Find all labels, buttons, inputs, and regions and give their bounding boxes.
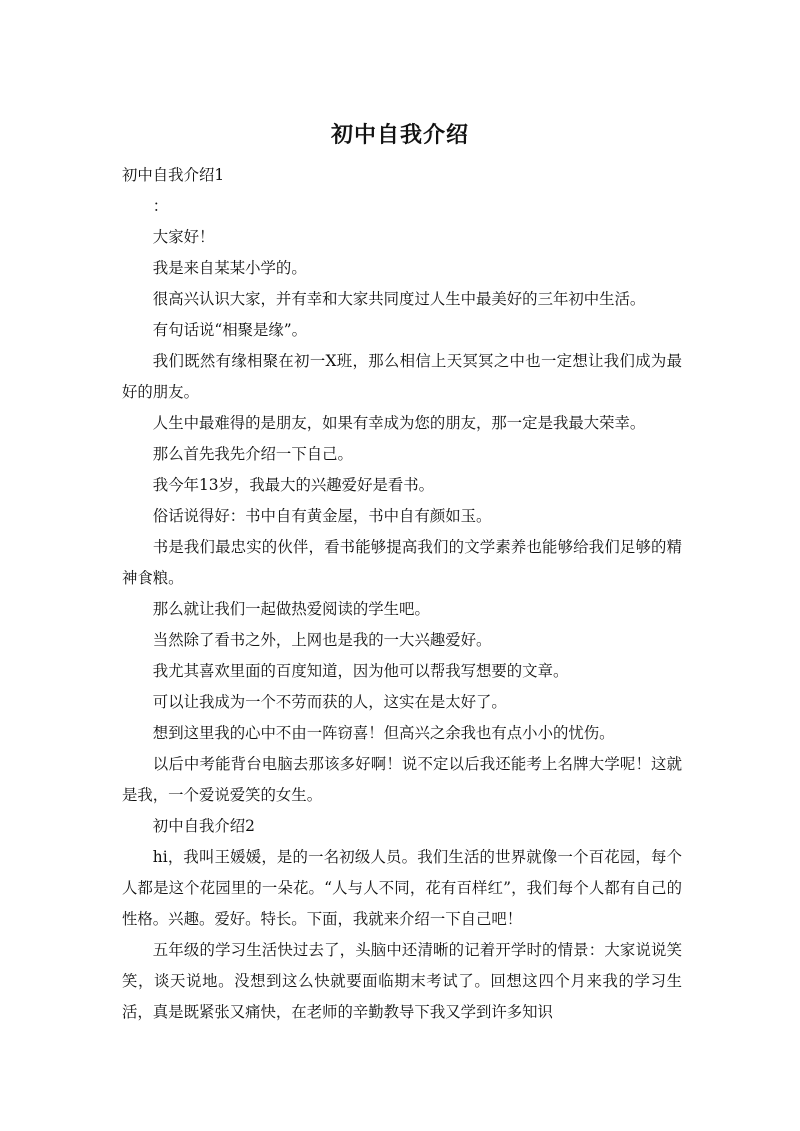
document-title: 初中自我介绍 [330,123,469,148]
paragraph: 俗话说得好：书中自有黄金屋，书中自有颜如玉。 [152,507,492,525]
paragraph: 大家好！ [152,228,215,246]
paragraph: 我今年13岁，我最大的兴趣爱好是看书。 [152,476,435,494]
document-body [122,160,682,1028]
paragraph: 有句话说“相聚是缘”。 [152,321,308,339]
paragraph: 想到这里我的心中不由一阵窃喜！但高兴之余我也有点小小的忧伤。 [152,724,615,742]
paragraph: 书是我们最忠实的伙伴，看书能够提高我们的文学素养也能够给我们足够的精神食粮。 [122,538,682,587]
paragraph: 以后中考能背台电脑去那该多好啊！说不定以后我还能考上名牌大学呢！这就是我，一个爱说爱笑的女生。 [122,755,682,804]
paragraph: hi，我叫王媛媛，是的一名初级人员。我们生活的世界就像一个百花园，每个人都是这个花园里的一朵花。“人与人不同，花有百样红”，我们每个人都有自己的性格。兴趣。爱好。特长。下面，我就来介绍一下自己吧！ [122,848,682,928]
paragraph: 我是来自某某小学的。 [152,259,307,277]
paragraph: 那么首先我先介绍一下自己。 [152,445,353,463]
paragraph: 那么就让我们一起做热爱阅读的学生吧。 [152,600,430,618]
paragraph: 人生中最难得的是朋友，如果有幸成为您的朋友，那一定是我最大荣幸。 [152,414,646,432]
section-heading-2: 初中自我介绍2 [152,817,255,835]
paragraph: 五年级的学习生活快过去了，头脑中还清晰的记着开学时的情景：大家说说笑笑，谈天说地。没想到这么快就要面临期末考试了。回想这四个月来我的学习生活，真是既紧张又痛快，在老师的辛勤教导下我又学到许多知识 [122,941,682,1021]
paragraph: 我们既然有缘相聚在初一X班，那么相信上天冥冥之中也一定想让我们成为最好的朋友。 [122,352,682,401]
paragraph: 当然除了看书之外，上网也是我的一大兴趣爱好。 [152,631,492,649]
paragraph: ： [152,197,169,215]
paragraph: 很高兴认识大家，并有幸和大家共同度过人生中最美好的三年初中生活。 [152,290,646,308]
paragraph: 可以让我成为一个不劳而获的人，这实在是太好了。 [152,693,507,711]
paragraph: 我尤其喜欢里面的百度知道，因为他可以帮我写想要的文章。 [152,662,569,680]
section-heading-1: 初中自我介绍1 [122,166,225,184]
